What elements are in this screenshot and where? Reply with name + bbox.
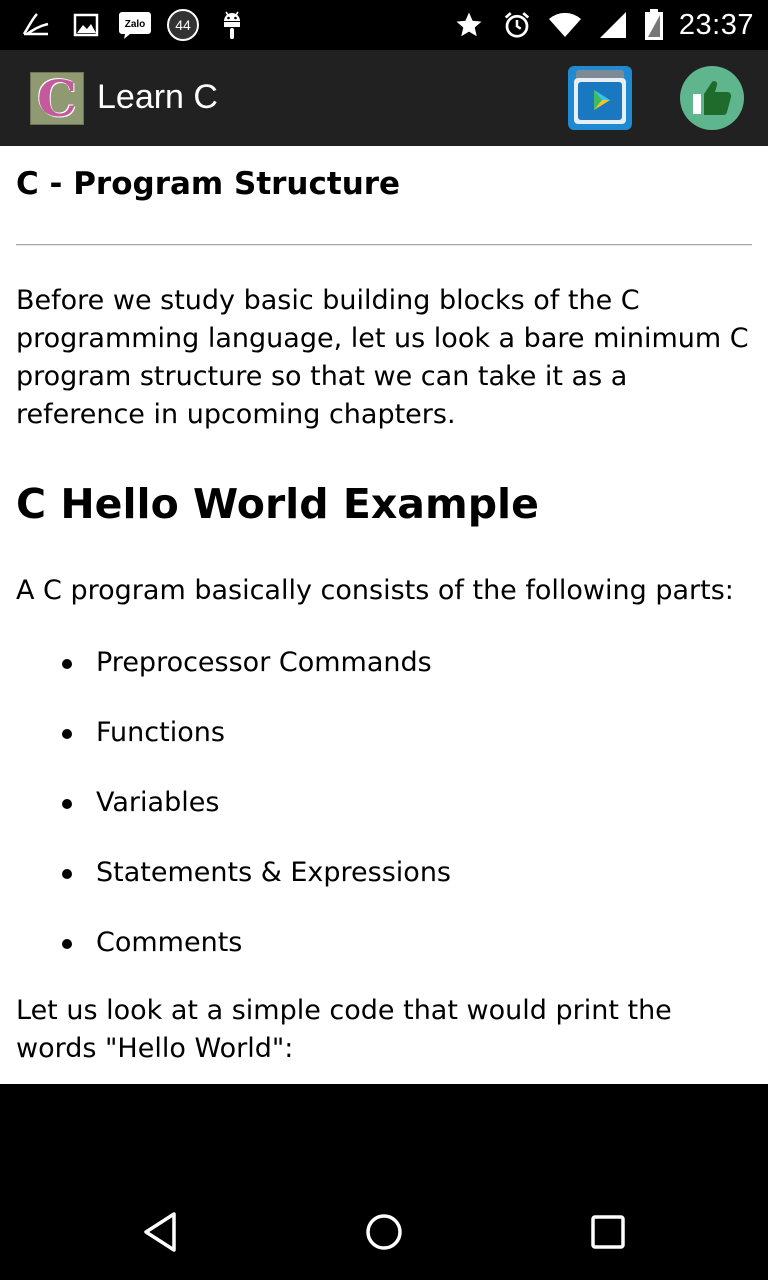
like-button[interactable] [680,66,744,130]
home-icon [364,1212,404,1252]
parts-paragraph: A C program basically consists of the following parts: [16,575,734,606]
bullet-icon [62,799,72,809]
star-icon [451,7,487,43]
recents-icon [590,1214,626,1250]
system-icons [451,6,754,44]
list-item-label: Comments [96,927,243,958]
bullet-icon [62,939,72,949]
wifi-icon [547,7,583,43]
app-logo[interactable] [30,68,84,128]
list-item [16,784,752,854]
bullet-icon [62,659,72,669]
home-button[interactable] [352,1200,416,1264]
list-item-label: Statements & Expressions [96,857,451,888]
action-bar [0,50,768,146]
android-icon [214,7,250,43]
list-item-label: Preprocessor Commands [96,647,432,678]
notification-count-icon [166,7,200,43]
navigation-bar [0,1084,768,1280]
zalo-label: Zalo [124,19,146,30]
list-item-label: Functions [96,717,225,748]
tab-icon [18,7,54,43]
status-bar [0,0,768,50]
page-title: C - Program Structure [16,166,401,202]
recents-button[interactable] [576,1200,640,1264]
parts-list [16,644,752,994]
back-button[interactable] [128,1200,192,1264]
bullet-icon [62,729,72,739]
clock: 23:37 [678,8,754,41]
article-content[interactable] [0,146,768,1084]
play-store-icon [568,66,632,130]
list-item [16,644,752,714]
list-item-label: Variables [96,787,220,818]
divider [16,244,752,246]
app-logo-letter: C [37,68,77,128]
code-intro-paragraph: Let us look at a simple code that would print the words "Hello World": [16,995,672,1064]
bullet-icon [62,869,72,879]
section-heading: C Hello World Example [16,480,539,528]
battery-icon [643,7,665,43]
list-item [16,924,752,994]
app-title: Learn C [97,78,218,116]
zalo-icon [118,7,152,43]
alarm-icon [499,7,535,43]
notification-icons [18,6,250,44]
thumbs-up-icon [691,79,733,117]
back-icon [140,1210,180,1254]
notification-count: 44 [167,9,199,41]
play-store-button[interactable] [568,66,632,130]
signal-icon [595,7,631,43]
list-item [16,714,752,784]
list-item [16,854,752,924]
image-icon [68,7,104,43]
intro-paragraph: Before we study basic building blocks of the C programming language, let us look a bare minimum C program structure so that we can take it as a reference in upcoming chapters. [16,285,749,430]
